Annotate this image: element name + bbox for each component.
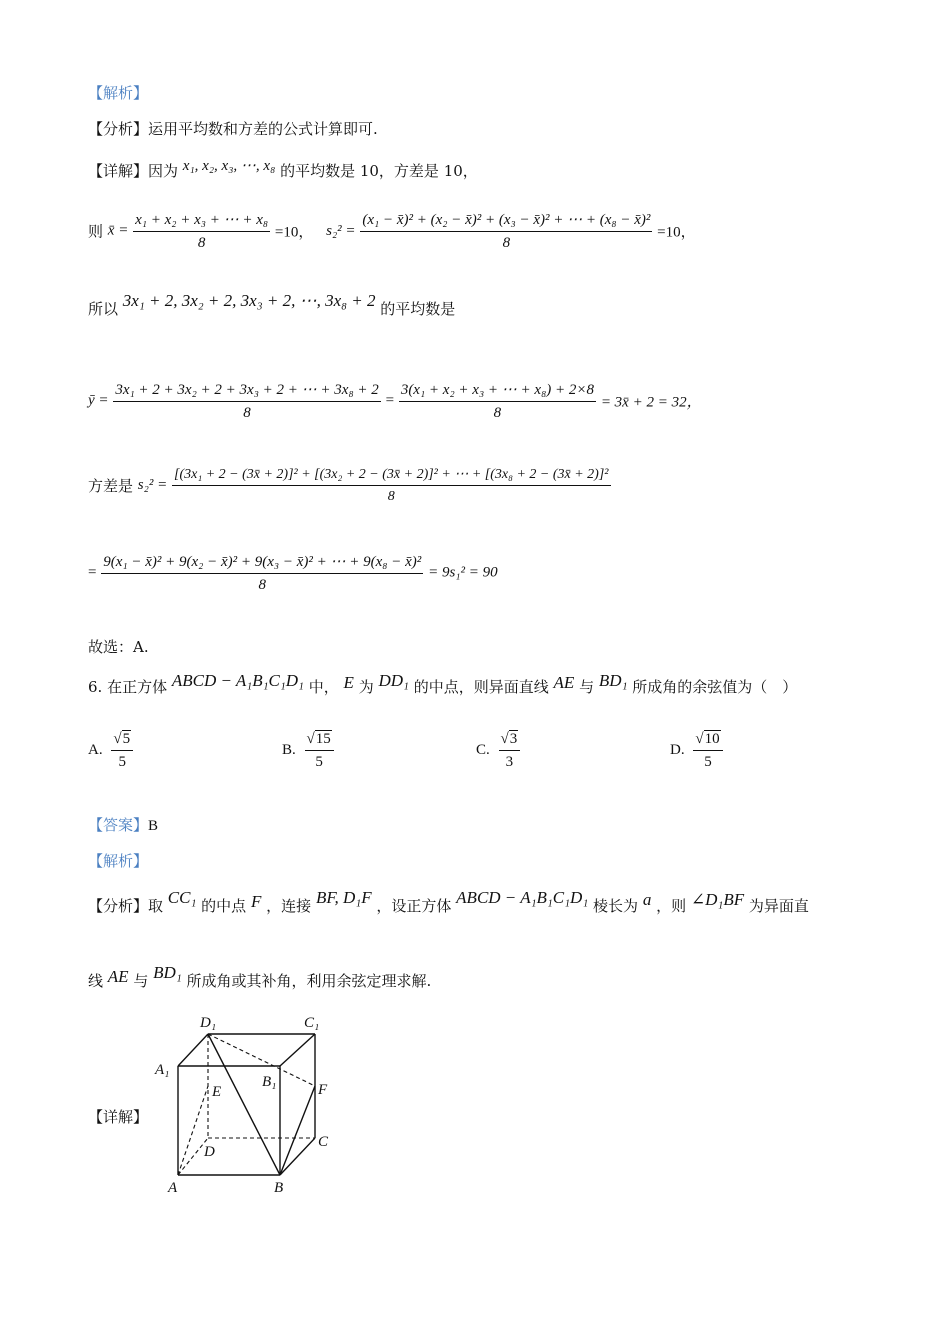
detail-heading-2: 【详解】 <box>88 1108 149 1126</box>
q6-mid1: 中， <box>308 678 339 696</box>
label-b: B <box>274 1180 284 1196</box>
label-d: D <box>204 1144 215 1160</box>
option-c-radicand: 3 <box>509 731 518 747</box>
ybar-denominator-2: 8 <box>493 405 502 421</box>
fenxi3-a: 线 <box>88 972 104 990</box>
edge-b1c1 <box>280 1034 315 1066</box>
option-d[interactable] <box>670 730 723 771</box>
fenxi2-b: 的中点 <box>201 897 247 915</box>
fenxi2-f: F <box>250 892 262 911</box>
fenxi3-c: 所成角或其补角，利用余弦定理求解. <box>186 972 432 990</box>
option-a-fraction: $\frac{√5}{5}$ <box>111 730 133 771</box>
option-c[interactable] <box>476 730 520 771</box>
suoyi-label: 所以 <box>88 300 119 318</box>
ybar-numerator-2: 3(x₁ + x₂ + x₃ + ⋯ + x₈) + 2×8 <box>399 380 596 402</box>
variance-new-line <box>88 466 611 505</box>
analysis-heading-2: 【解析】 <box>88 852 149 870</box>
label-c1: C₁ <box>304 1015 320 1031</box>
edge-bc <box>280 1138 315 1175</box>
fenxi2-e: 棱长为 <box>593 897 639 915</box>
q6-mid3: 的中点，则异面直线 <box>413 678 549 696</box>
q6-line-bd1: BD₁ <box>598 671 628 690</box>
option-c-label: C. <box>476 742 490 758</box>
choice-conclusion: 故选：A. <box>88 638 149 656</box>
fenxi2-f-text: ，则 <box>656 897 687 915</box>
variance-denominator: 8 <box>502 235 511 251</box>
option-b-fraction: $\frac{√15}{5}$ <box>305 730 334 771</box>
equals-sign-2: = <box>88 564 97 581</box>
label-e: E <box>212 1084 222 1100</box>
option-b-label: B. <box>282 742 296 758</box>
analysis-2-line-1 <box>88 888 809 916</box>
fangcha-lhs: s₂² = <box>137 477 168 493</box>
new-sequence-suffix: 的平均数是 <box>380 300 456 318</box>
option-a-label: A. <box>88 742 103 758</box>
q6-cube: ABCD − A₁B₁C₁D₁ <box>171 671 304 690</box>
fangcha2-value: = 9s₁² = 90 <box>428 564 498 581</box>
fangcha-denominator: 8 <box>387 489 395 504</box>
fenxi2-cc1: CC₁ <box>167 888 197 907</box>
fenxi2-angle: ∠D₁BF <box>690 890 745 909</box>
xbar-symbol: x̄ = <box>107 222 129 239</box>
fangcha2-fraction <box>101 552 423 594</box>
detail-line-1 <box>88 160 478 181</box>
option-c-denominator: 3 <box>505 754 514 770</box>
new-sequence: 3x₁ + 2, 3x₂ + 2, 3x₃ + 2, ⋯, 3x₈ + 2 <box>122 291 376 310</box>
ybar-line <box>88 380 702 422</box>
option-a-radicand: 5 <box>122 731 131 747</box>
fangcha-numerator: [(3x₁ + 2 − (3x̄ + 2)]² + [(3x₂ + 2 − (3x̄ + 2)]² + ⋯ + [(3x₈ + 2 − (3x̄ + 2)]² <box>172 466 611 486</box>
fenxi2-cube: ABCD − A₁B₁C₁D₁ <box>456 888 589 907</box>
q6-mid4: 与 <box>579 678 595 696</box>
fangcha2-denominator: 8 <box>258 577 267 593</box>
answer-value: B <box>148 818 159 834</box>
edge-a1d1 <box>178 1034 208 1066</box>
option-d-denominator: 5 <box>704 754 712 770</box>
new-sequence-line <box>88 291 456 319</box>
detail-suffix: 的平均数是 10，方差是 10， <box>280 162 478 180</box>
label-d1: D₁ <box>200 1015 217 1031</box>
equals-sign: = <box>385 392 395 409</box>
q6-line-ae: AE <box>553 673 575 692</box>
segment-bd1 <box>208 1034 280 1175</box>
mean-variance-line <box>88 210 696 252</box>
question-6 <box>88 671 798 697</box>
q6-point-e: E <box>343 673 354 692</box>
label-a1: A₁ <box>155 1062 170 1078</box>
answer-line <box>88 814 158 835</box>
option-b[interactable] <box>282 730 334 771</box>
fenxi3-ae: AE <box>107 967 129 986</box>
q6-segment-dd1: DD₁ <box>378 671 409 690</box>
analysis-heading: 【解析】 <box>88 84 149 102</box>
ybar-lhs: ȳ = <box>88 392 109 409</box>
xbar-denominator: 8 <box>197 235 206 251</box>
label-b1: B₁ <box>262 1074 277 1090</box>
xbar-value: =10， <box>274 224 314 241</box>
answer-label: 【答案】 <box>88 816 149 834</box>
ybar-value: = 3x̄ + 2 = 32， <box>600 394 702 411</box>
variance-value: =10， <box>657 224 696 241</box>
label-a: A <box>168 1180 178 1196</box>
label-f: F <box>318 1082 328 1098</box>
ze-label: 则 <box>88 222 104 241</box>
option-c-fraction: $\frac{√3}{3}$ <box>499 730 521 771</box>
fenxi2-a-var: a <box>642 890 652 909</box>
variance-simplified-line <box>88 552 498 594</box>
sequence-x: x₁, x₂, x₃, ⋯, x₈ <box>182 158 276 174</box>
fangcha-label: 方差是 <box>88 477 134 495</box>
option-d-fraction: $\frac{√10}{5}$ <box>693 730 722 771</box>
label-c: C <box>318 1134 329 1150</box>
option-b-denominator: 5 <box>315 754 323 770</box>
fenxi2-g: 为异面直 <box>748 897 809 915</box>
fangcha2-numerator: 9(x₁ − x̄)² + 9(x₂ − x̄)² + 9(x₃ − x̄)² + ⋯ + 9(x₈ − x̄)² <box>101 552 423 574</box>
option-a-denominator: 5 <box>118 754 126 770</box>
analysis-2-line-2 <box>88 963 432 991</box>
ybar-fraction-1 <box>113 380 380 422</box>
option-a[interactable] <box>88 730 133 771</box>
q6-suffix: 所成角的余弦值为（ ） <box>632 678 798 696</box>
fenxi2-c: ，连接 <box>266 897 312 915</box>
fenxi2-bf: BF, D₁F <box>315 888 372 907</box>
analysis-text: 【分析】运用平均数和方差的公式计算即可. <box>88 120 378 138</box>
detail-prefix: 【详解】因为 <box>88 162 179 180</box>
q6-mid2: 为 <box>358 678 374 696</box>
cube-figure <box>150 1010 350 1200</box>
xbar-numerator: x₁ + x₂ + x₃ + ⋯ + x₈ <box>133 210 270 232</box>
fenxi2-d: ，设正方体 <box>376 897 452 915</box>
fenxi3-bd1: BD₁ <box>153 963 182 982</box>
fenxi3-b: 与 <box>133 972 149 990</box>
option-d-label: D. <box>670 742 685 758</box>
option-b-radicand: 15 <box>315 731 331 747</box>
variance-numerator: (x₁ − x̄)² + (x₂ − x̄)² + (x₃ − x̄)² + ⋯ + (x₈ − x̄)² <box>360 210 652 232</box>
ybar-fraction-2 <box>399 380 596 422</box>
variance-lhs: s₂² = <box>326 222 356 239</box>
segment-ae-hidden <box>178 1086 208 1175</box>
q6-prefix: 6. 在正方体 <box>88 678 168 696</box>
segment-bf <box>280 1086 315 1175</box>
xbar-fraction <box>133 210 270 252</box>
ybar-denominator-1: 8 <box>243 405 251 421</box>
variance-fraction <box>360 210 652 252</box>
fangcha-fraction <box>172 466 611 505</box>
fenxi2-a: 【分析】取 <box>88 897 164 915</box>
option-d-radicand: 10 <box>704 731 720 747</box>
ybar-numerator-1: 3x₁ + 2 + 3x₂ + 2 + 3x₃ + 2 + ⋯ + 3x₈ + 2 <box>113 380 380 402</box>
